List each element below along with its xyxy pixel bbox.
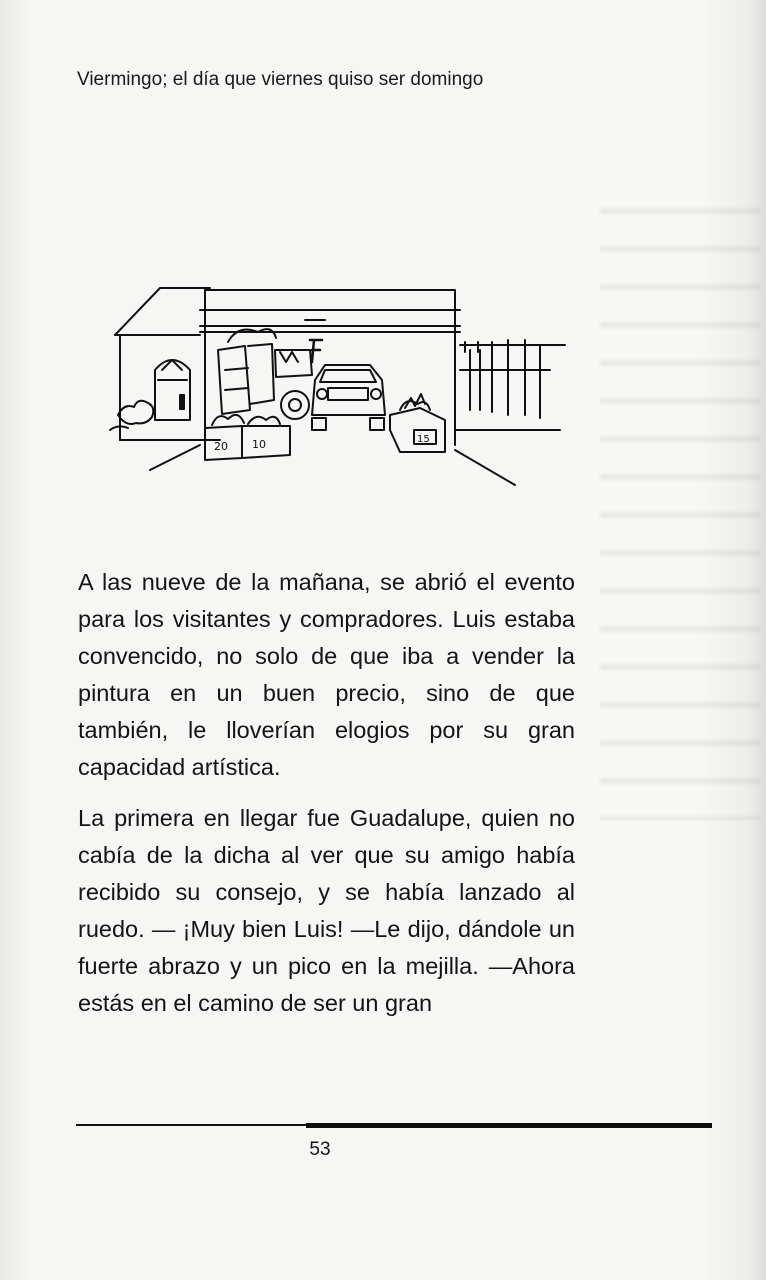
show-through-text	[600, 180, 760, 820]
price-tag-10: 10	[252, 438, 266, 451]
footer-rule	[76, 1122, 712, 1130]
paragraph: A las nueve de la mañana, se abrió el evento para los visitantes y compradores. Luis estaba convencido, no solo de que iba a vender la pintura en un buen precio, sino de que también, le lloverían elogios por su gran capacidad artística.	[78, 569, 575, 780]
page-number: 53	[309, 1139, 331, 1160]
garage-sale-illustration	[100, 280, 570, 490]
running-header: Viermingo; el día que viernes quiso ser domingo	[77, 69, 484, 90]
body-text	[78, 564, 575, 1036]
price-tag-15: 15	[417, 434, 430, 445]
paragraph: La primera en llegar fue Guadalupe, quien no cabía de la dicha al ver que su amigo había recibido su consejo, y se había lanzado al ruedo. — ¡Muy bien Luis! —Le dijo, dándole un fuerte abrazo y un pico en la mejilla. —Ahora estás en el camino de ser un gran	[78, 805, 575, 1016]
price-tag-20: 20	[214, 440, 228, 453]
